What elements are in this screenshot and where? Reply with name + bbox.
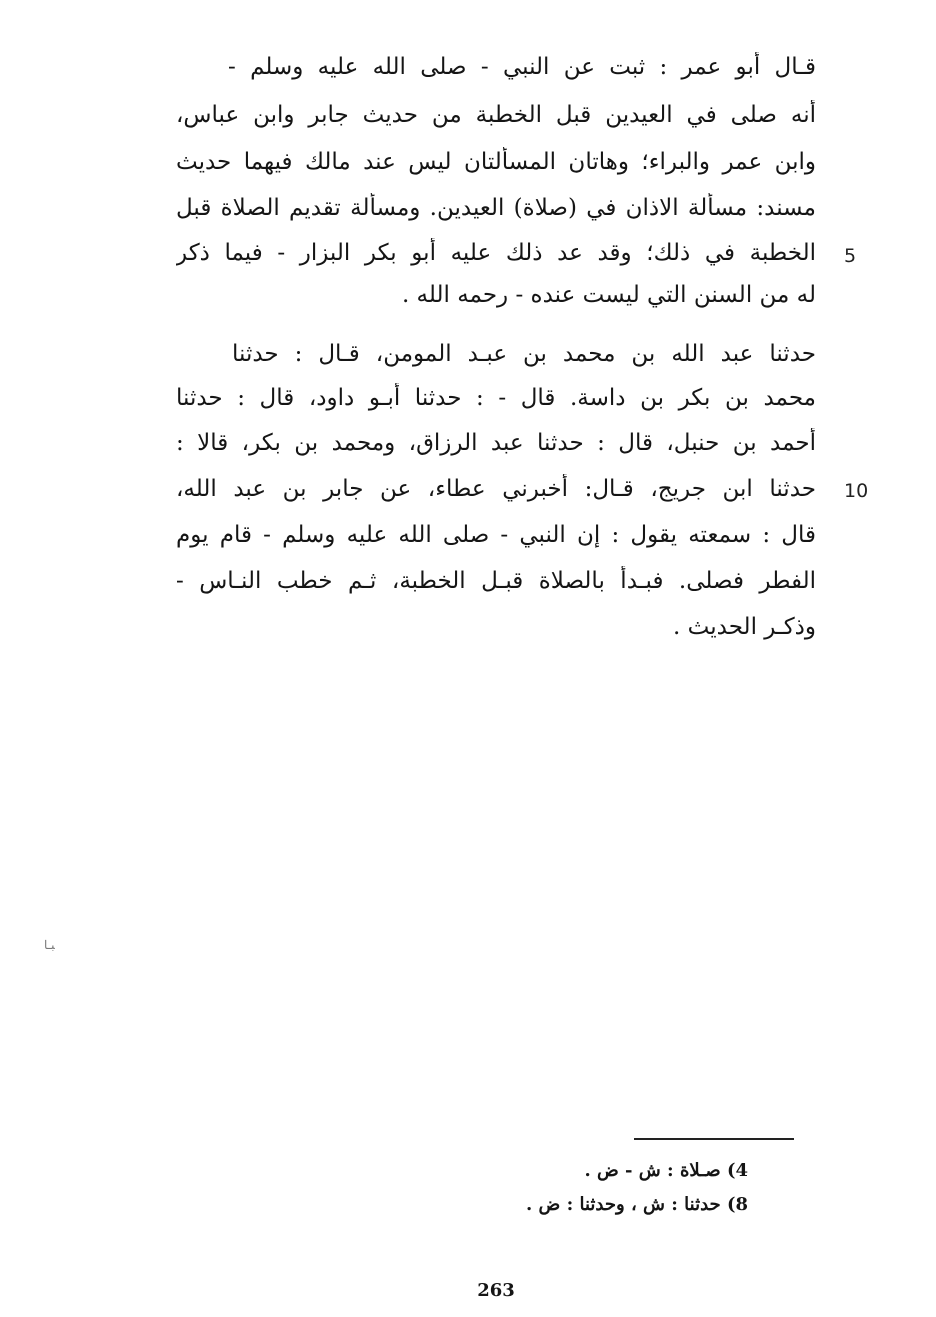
p2-line-5: قال : سمعته يقول : إن النبي - صلى الله عليه وسلم - قام يوم	[176, 522, 816, 548]
p1-line-5: الخطبة في ذلك؛ وقد عد ذلك عليه أبو بكر البزار - فيما ذكر	[176, 240, 816, 266]
p2-line-4: حدثنا ابن جريج، قـال: أخبرني عطاء، عن جابر بن عبد الله،	[176, 476, 816, 502]
p2-line-2: محمد بن بكر بن داسة. قال - : حدثنا أبـو داود، قال : حدثنا	[176, 385, 816, 411]
footnote-1: 4) صـلاة : ش - ض .	[584, 1160, 748, 1181]
p1-line-4: مسند: مسألة الاذان في (صلاة) العيدين. ومسألة تقديم الصلاة قبل	[176, 195, 816, 221]
p1-line-2: أنه صلى في العيدين قبل الخطبة من حديث جابر وابن عباس،	[176, 102, 816, 128]
p2-line-6: الفطر فصلى. فبـدأ بالصلاة قبـل الخطبة، ثـم خطب النـاس -	[176, 568, 816, 594]
p2-line-3: أحمد بن حنبل، قال : حدثنا عبد الرزاق، ومحمد بن بكر، قالا :	[176, 430, 816, 456]
line-number-5: 5	[844, 245, 857, 267]
p1-line-3: وابن عمر والبراء؛ وهاتان المسألتان ليس عند مالك فيهما حديث	[176, 149, 816, 175]
margin-specks: ﺒـﺎ	[44, 938, 55, 952]
page-number: 263	[477, 1280, 515, 1301]
p2-line-7: وذكـر الحديث .	[673, 614, 816, 640]
p1-line-1: قـال أبو عمر : ثبت عن النبي - صلى الله عليه وسلم -	[228, 54, 816, 80]
line-number-10: 10	[844, 480, 869, 502]
p2-line-1: حدثنا عبد الله بن محمد بن عبـد المومن، قـال : حدثنا	[232, 341, 816, 367]
p1-line-6: له من السنن التي ليست عنده - رحمه الله .	[401, 282, 816, 308]
footnote-2: 8) حدثنا : ش ، وحدثنا : ض .	[526, 1194, 748, 1215]
footnote-rule	[634, 1138, 794, 1140]
